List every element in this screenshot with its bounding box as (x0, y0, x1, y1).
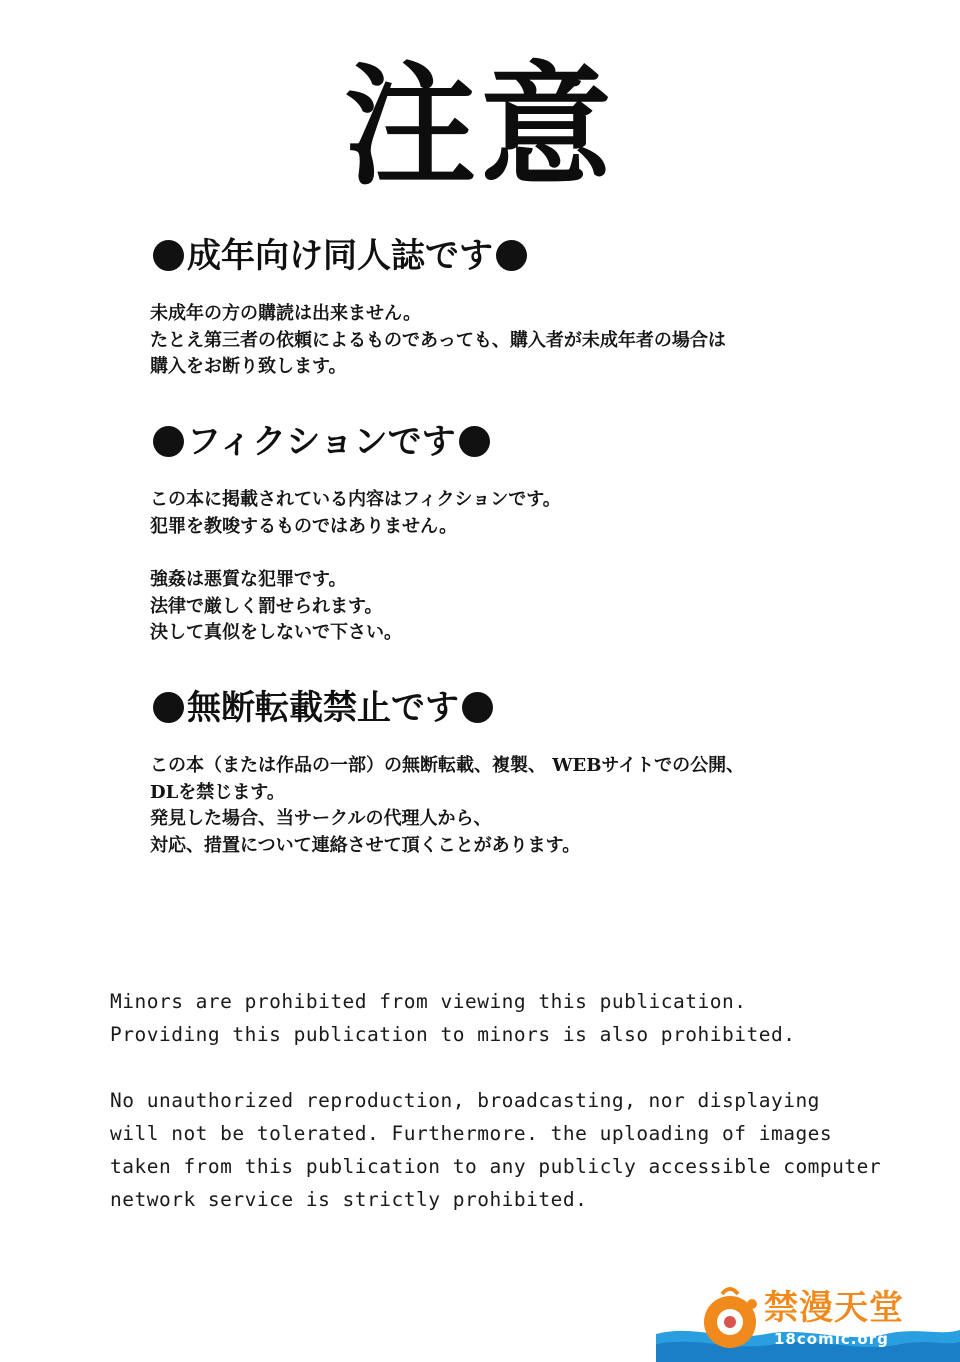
text-line: 未成年の方の購読は出来ません。 (150, 303, 422, 324)
text-line: 犯罪を教唆するものではありません。 (150, 515, 458, 537)
watermark-url[interactable]: 18comic.org (774, 1330, 889, 1348)
text-line: この本（または作品の一部）の無断転載、複製、 WEBサイトでの公開、 (150, 755, 745, 776)
text-line: Minors are prohibited from viewing this publication. (110, 990, 747, 1013)
heading-text: フィクションです (187, 422, 456, 462)
bullet-dot-icon (153, 240, 184, 271)
bullet-dot-icon (459, 426, 490, 457)
mascot-icon (696, 1284, 766, 1354)
section-heading-reprint (150, 686, 496, 730)
bullet-dot-icon (153, 426, 184, 457)
watermark-name: 禁漫天堂 (764, 1288, 904, 1328)
bullet-dot-icon (462, 692, 493, 723)
text-line: この本に掲載されている内容はフィクションです。 (150, 489, 561, 510)
text-line: 決して真似をしないで下さい。 (150, 622, 402, 643)
text-line: 強姦は悪質な犯罪です。 (150, 569, 347, 590)
english-notice-minors (110, 985, 795, 1051)
text-line: 発見した場合、当サークルの代理人から、 (150, 808, 492, 829)
text-line: Providing this publication to minors is also prohibited. (110, 1023, 796, 1046)
paragraph-reprint (150, 753, 744, 859)
english-notice-reproduction (110, 1084, 881, 1216)
text-line: 購入をお断り致します。 (150, 356, 347, 377)
bullet-dot-icon (153, 692, 184, 723)
section-heading-fiction (150, 420, 493, 464)
text-line: No unauthorized reproduction, broadcasting, nor displaying (110, 1089, 820, 1112)
watermark-logo[interactable] (656, 1278, 960, 1362)
paragraph-adult (150, 301, 726, 381)
page-title: 注意 (344, 50, 616, 204)
text-line: DLを禁じます。 (150, 781, 285, 803)
text-line: will not be tolerated. Furthermore. the uploading of images (110, 1122, 833, 1145)
heading-text: 無断転載禁止です (187, 688, 459, 728)
bullet-dot-icon (496, 240, 527, 271)
text-line: 法律で厳しく罰せられます。 (150, 595, 383, 617)
section-heading-adult (150, 234, 530, 278)
paragraph-fiction-2 (150, 567, 402, 647)
text-line: 対応、措置について連絡させて頂くことがあります。 (150, 834, 581, 856)
text-line: たとえ第三者の依頼によるものであっても、購入者が未成年者の場合は (150, 329, 726, 351)
paragraph-fiction-1 (150, 487, 561, 540)
heading-text: 成年向け同人誌です (187, 236, 493, 276)
text-line: network service is strictly prohibited. (110, 1188, 588, 1211)
text-line: taken from this publication to any publicly accessible computer (110, 1155, 882, 1178)
